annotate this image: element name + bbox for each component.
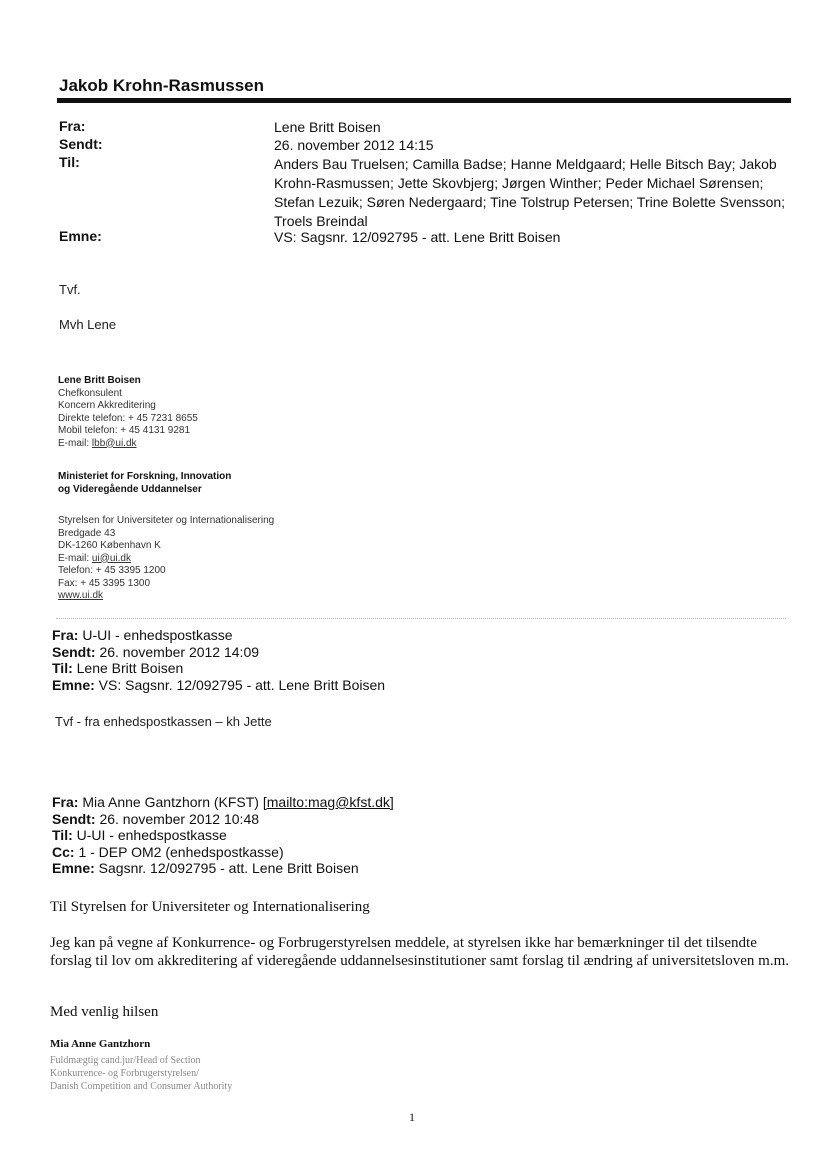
subject-label: Emne:: [59, 228, 102, 244]
signature-direct-phone: Direkte telefon: + 45 7231 8655: [58, 412, 198, 424]
agency-city: DK-1260 København K: [58, 540, 161, 551]
forward-1-sent-label: Sendt:: [52, 643, 96, 660]
forward-2-from: Mia Anne Gantzhorn (KFST): [78, 794, 263, 810]
ministry-block: [58, 471, 231, 496]
forward-1-to: Lene Britt Boisen: [72, 660, 184, 676]
subject-value: VS: Sagsnr. 12/092795 - att. Lene Britt Boisen: [274, 229, 561, 245]
agency-name: Styrelsen for Universiteter og Internationalisering: [58, 515, 275, 526]
signature-block: [58, 375, 198, 450]
forward-2-sig-line-2: Konkurrence- og Forbrugerstyrelsen/: [50, 1068, 199, 1079]
forward-1-header: [52, 627, 385, 693]
agency-email-row: [58, 553, 274, 566]
forward-1-subject: VS: Sagsnr. 12/092795 - att. Lene Britt Boisen: [94, 676, 386, 693]
agency-phone: Telefon: + 45 3395 1200: [58, 565, 166, 576]
agency-street: Bredgade 43: [58, 527, 116, 539]
signature-title: Chefkonsulent: [58, 387, 122, 399]
agency-email-label: E-mail:: [58, 552, 92, 564]
to-value: Anders Bau Truelsen; Camilla Badse; Hanne Meldgaard; Helle Bitsch Bay; Jakob Krohn-Rasmussen; Jette Skovbjerg; Jørgen Winther; Peder Michael Sørensen; Stefan Lezuik; Søren Nedergaard; Tine Tolstrup Petersen; Trine Bolette Svensson; Troels Breindal: [274, 156, 786, 229]
signature-email-link[interactable]: lbb@ui.dk: [91, 437, 137, 449]
agency-fax: Fax: + 45 3395 1300: [58, 577, 151, 589]
agency-web-link[interactable]: www.ui.dk: [58, 590, 104, 601]
mailbox-owner: Jakob Krohn-Rasmussen: [59, 76, 264, 95]
forward-2-body: Jeg kan på vegne af Konkurrence- og Forbrugerstyrelsen meddele, at styrelsen ikke har bemærkninger til det tilsendte forslag til lov om akkreditering af videregående uddannelsesinstitutioner samt forslag til ændring af universitetsloven m.m.: [50, 935, 789, 969]
signature-mobile-phone: Mobil telefon: + 45 4131 9281: [58, 425, 191, 436]
signature-email-row: [58, 438, 198, 451]
forward-2-salutation: Til Styrelsen for Universiteter og Internationalisering: [50, 899, 370, 915]
forward-2-from-label: Fra:: [52, 794, 79, 810]
forward-2-to-label: Til:: [52, 827, 73, 843]
forward-2-subject: Sagsnr. 12/092795 - att. Lene Britt Boisen: [94, 860, 359, 876]
signature-email-label: E-mail:: [58, 437, 92, 449]
signature-name: Lene Britt Boisen: [58, 375, 141, 386]
sent-value: 26. november 2012 14:15: [274, 137, 434, 153]
forward-1-sent: 26. november 2012 14:09: [95, 643, 260, 660]
forward-2-sig-line-1: Fuldmægtig cand.jur/Head of Section: [50, 1055, 201, 1066]
forward-1-from: U-UI - enhedspostkasse: [78, 627, 233, 643]
forward-2-subject-label: Emne:: [52, 860, 95, 876]
forward-1-body: Tvf - fra enhedspostkassen – kh Jette: [55, 714, 272, 729]
signature-dept: Koncern Akkreditering: [58, 400, 156, 411]
message-line-2: Mvh Lene: [59, 317, 117, 332]
agency-block: [58, 515, 274, 603]
forward-2-header: [52, 794, 394, 877]
sent-label: Sendt:: [59, 136, 103, 152]
agency-email-link[interactable]: ui@ui.dk: [91, 552, 131, 564]
forward-2-sent-label: Sendt:: [52, 810, 96, 827]
forward-2-sig-block: [50, 1054, 232, 1093]
forward-2-sent: 26. november 2012 10:48: [95, 810, 260, 827]
forward-2-mailto-link[interactable]: [mailto:mag@kfst.dk]: [262, 794, 394, 810]
forward-2-cc-label: Cc:: [52, 843, 75, 860]
forward-2-sig-line-3: Danish Competition and Consumer Authority: [50, 1081, 233, 1092]
forward-1-subject-label: Emne:: [52, 676, 95, 693]
ministry-line-2: og Videregående Uddannelser: [58, 483, 202, 495]
forward-2-to: U-UI - enhedspostkasse: [72, 827, 227, 843]
from-value: Lene Britt Boisen: [274, 119, 381, 135]
ministry-line-1: Ministeriet for Forskning, Innovation: [58, 471, 232, 482]
forward-2-sig-name: Mia Anne Gantzhorn: [50, 1038, 151, 1050]
forward-1-from-label: Fra:: [52, 627, 79, 643]
header-rule: [57, 98, 791, 103]
to-label: Til:: [59, 154, 80, 170]
page-number: 1: [409, 1110, 415, 1124]
separator-dotted: [56, 618, 786, 619]
forward-2-cc: 1 - DEP OM2 (enhedspostkasse): [74, 843, 284, 860]
message-line-1: Tvf.: [59, 282, 81, 297]
from-label: Fra:: [59, 118, 86, 134]
forward-2-closing: Med venlig hilsen: [50, 1004, 159, 1020]
forward-1-to-label: Til:: [52, 660, 73, 676]
